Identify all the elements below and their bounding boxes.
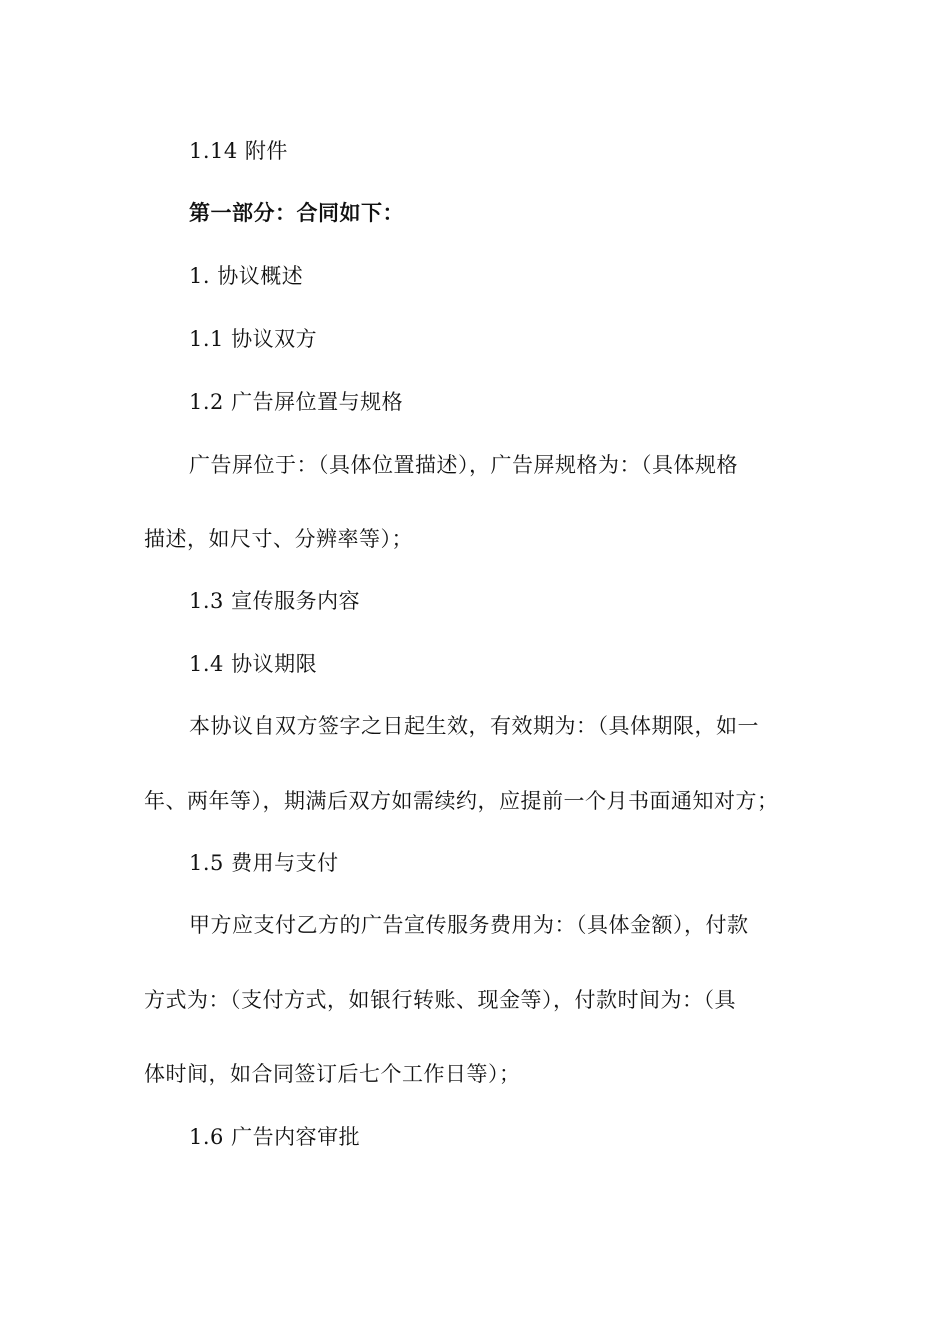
section-1-2-screen-location: 1.2 广告屏位置与规格 bbox=[189, 390, 404, 414]
section-1-overview: 1. 协议概述 bbox=[189, 264, 304, 288]
paragraph-fees-line-3: 体时间，如合同签订后七个工作日等）； bbox=[144, 1062, 521, 1086]
section-1-14-attachment: 1.14 附件 bbox=[189, 139, 288, 163]
paragraph-fees-line-1: 甲方应支付乙方的广告宣传服务费用为：（具体金额），付款 bbox=[189, 913, 749, 937]
part-one-heading: 第一部分：合同如下： bbox=[189, 201, 404, 225]
section-1-4-term: 1.4 协议期限 bbox=[189, 652, 318, 676]
paragraph-screen-location-line-2: 描述，如尺寸、分辨率等）； bbox=[144, 527, 413, 551]
paragraph-fees-line-2: 方式为：（支付方式，如银行转账、现金等），付款时间为：（具 bbox=[144, 988, 736, 1012]
section-1-5-fees: 1.5 费用与支付 bbox=[189, 851, 339, 875]
paragraph-term-line-1: 本协议自双方签字之日起生效，有效期为：（具体期限，如一 bbox=[189, 714, 759, 738]
section-1-1-parties: 1.1 协议双方 bbox=[189, 327, 318, 351]
section-1-3-service-content: 1.3 宣传服务内容 bbox=[189, 589, 361, 613]
paragraph-screen-location-line-1: 广告屏位于：（具体位置描述），广告屏规格为：（具体规格 bbox=[189, 453, 738, 477]
section-1-6-content-approval: 1.6 广告内容审批 bbox=[189, 1125, 361, 1149]
paragraph-term-line-2: 年、两年等），期满后双方如需续约，应提前一个月书面通知对方； bbox=[144, 789, 779, 813]
